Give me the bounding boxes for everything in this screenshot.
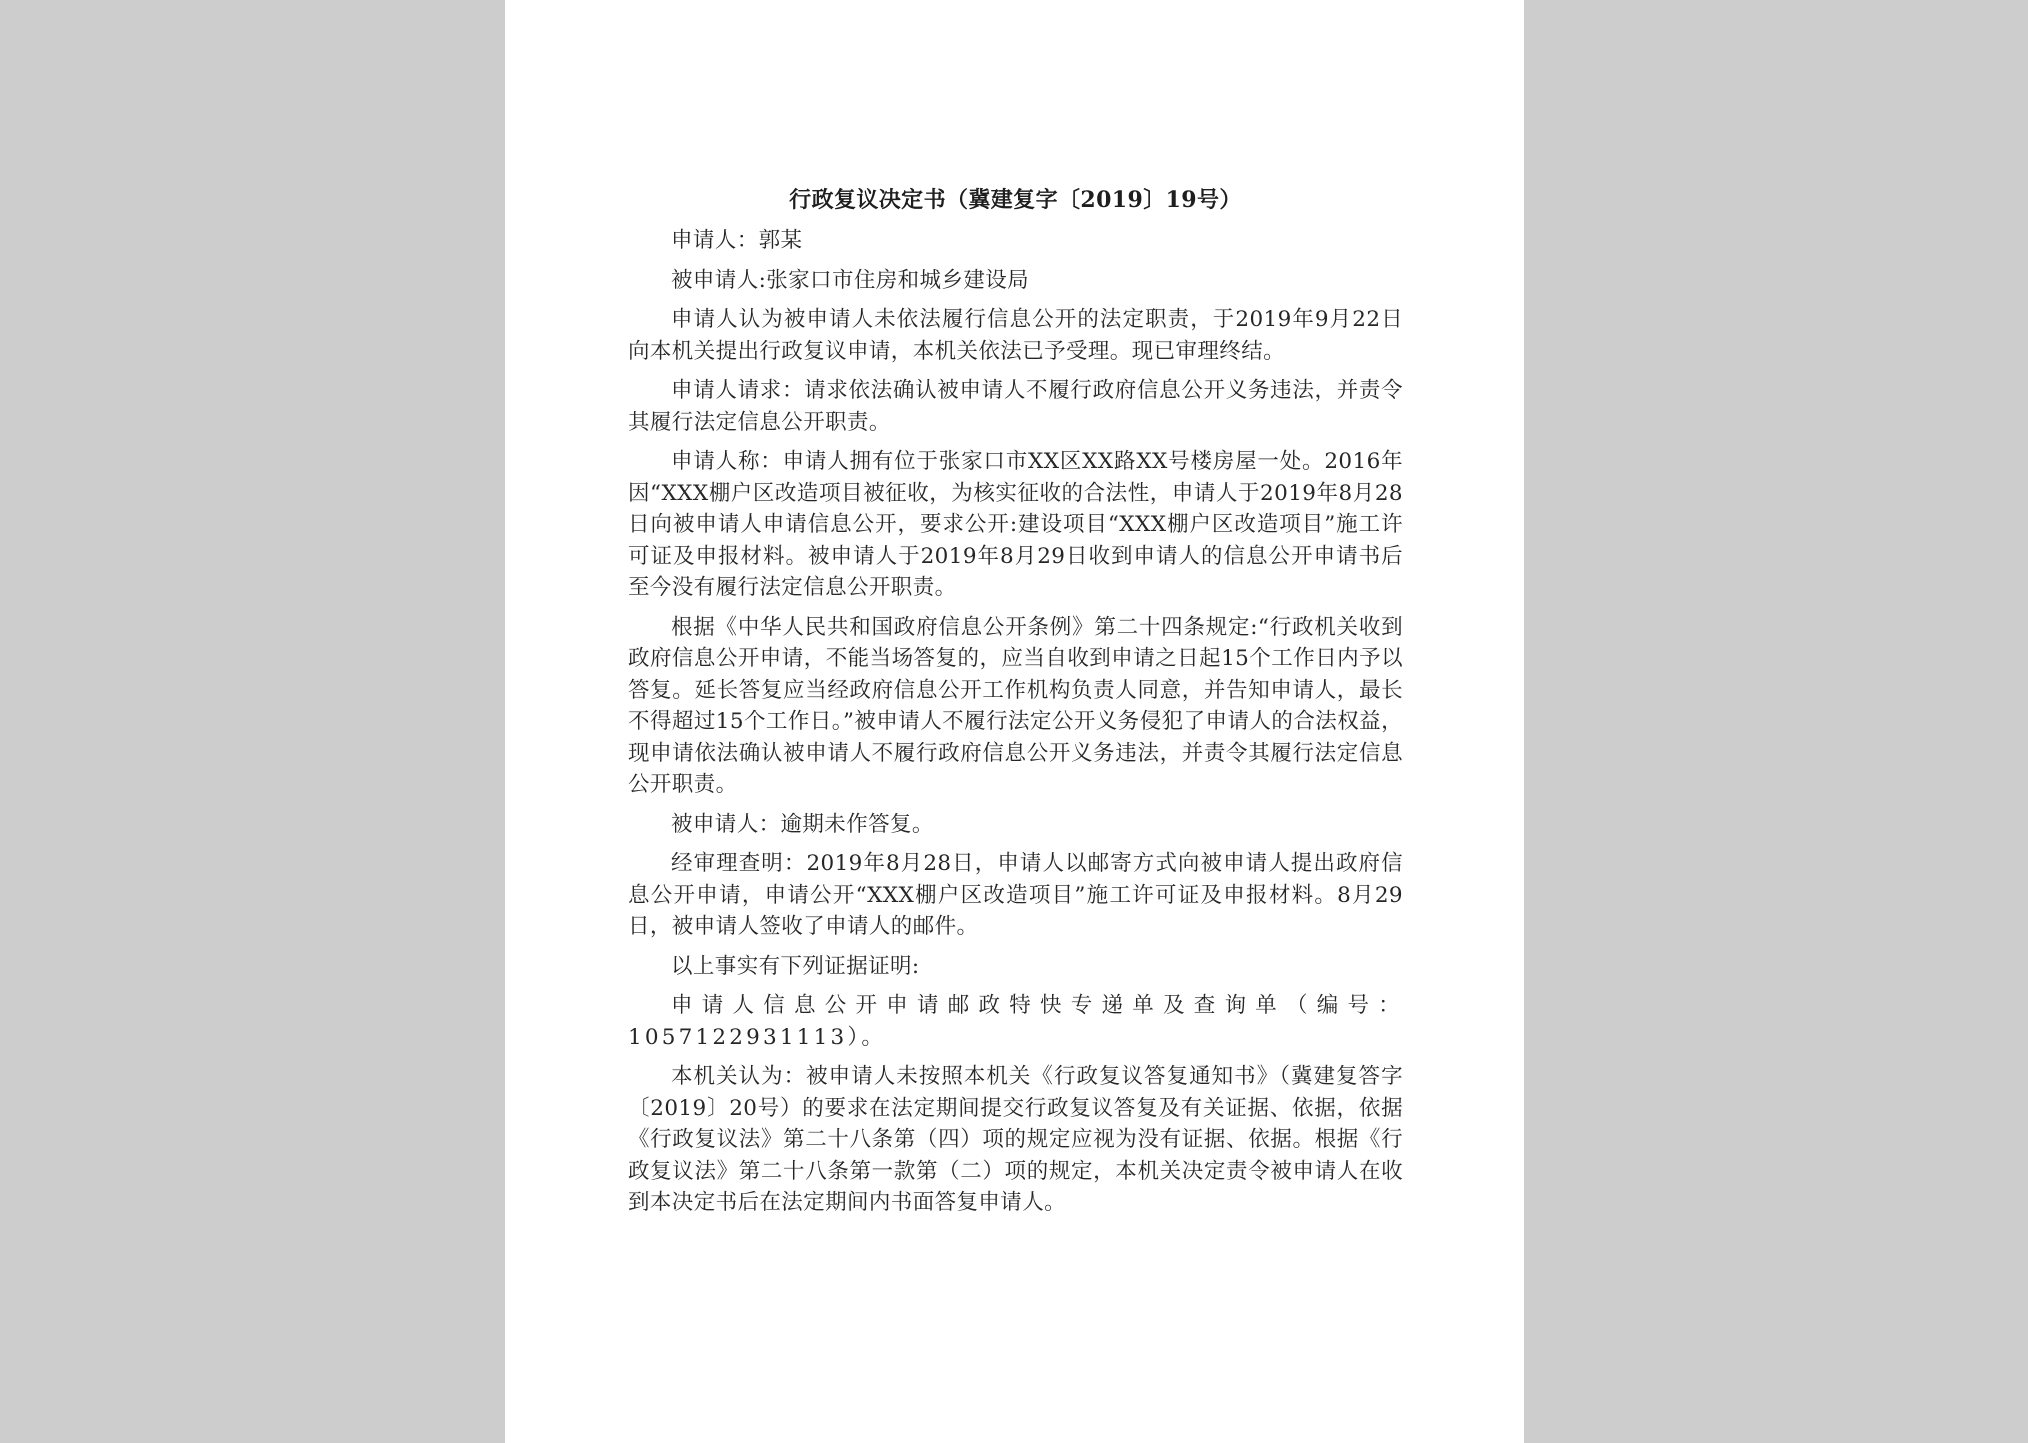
- case-summary-paragraph: 申请人认为被申请人未依法履行信息公开的法定职责，于2019年9月22日向本机关提出行政复议申请，本机关依法已予受理。现已审理终结。: [628, 307, 1403, 364]
- document-body: [628, 185, 1403, 1227]
- legal-basis-paragraph: 根据《中华人民共和国政府信息公开条例》第二十四条规定:“行政机关收到政府信息公开申请，不能当场答复的，应当自收到申请之日起15个工作日内予以答复。延长答复应当经政府信息公开工作机构负责人同意，并告知申请人，最长不得超过15个工作日。”被申请人不履行法定公开义务侵犯了申请人的合法权益，现申请依法确认被申请人不履行政府信息公开义务违法，并责令其履行法定信息公开职责。: [628, 614, 1403, 797]
- applicant-claim-paragraph: 申请人称：申请人拥有位于张家口市XX区XX路XX号楼房屋一处。2016年因“XXX棚户区改造项目被征收，为核实征收的合法性，申请人于2019年8月28日向被申请人申请信息公开，要求公开:建设项目“XXX棚户区改造项目”施工许可证及申报材料。被申请人于2019年8月29日收到申请人的信息公开申请书后至今没有履行法定信息公开职责。: [628, 449, 1403, 600]
- applicant-request-paragraph: 申请人请求：请求依法确认被申请人不履行政府信息公开义务违法，并责令其履行法定信息公开职责。: [628, 378, 1403, 435]
- evidence-intro-paragraph: 以上事实有下列证据证明:: [671, 953, 920, 979]
- evidence-item-paragraph: 申请人信息公开申请邮政特快专递单及查询单（编号：1057122931113）。: [628, 993, 1403, 1050]
- decision-paragraph: 本机关认为：被申请人未按照本机关《行政复议答复通知书》（冀建复答字〔2019〕20号）的要求在法定期间提交行政复议答复及有关证据、依据，依据《行政复议法》第二十八条第（四）项的规定应视为没有证据、依据。根据《行政复议法》第二十八条第一款第（二）项的规定，本机关决定责令被申请人在收到本决定书后在法定期间内书面答复申请人。: [628, 1064, 1403, 1215]
- findings-paragraph: 经审理查明：2019年8月28日，申请人以邮寄方式向被申请人提出政府信息公开申请，申请公开“XXX棚户区改造项目”施工许可证及申报材料。8月29日，被申请人签收了申请人的邮件。: [628, 851, 1403, 939]
- document-page: [505, 0, 1524, 1443]
- respondent-line: 被申请人:张家口市住房和城乡建设局: [671, 267, 1030, 293]
- document-title: 行政复议决定书（冀建复字〔2019〕19号）: [789, 187, 1242, 213]
- applicant-line: 申请人：郭某: [671, 228, 803, 253]
- respondent-reply-paragraph: 被申请人：逾期未作答复。: [671, 811, 934, 837]
